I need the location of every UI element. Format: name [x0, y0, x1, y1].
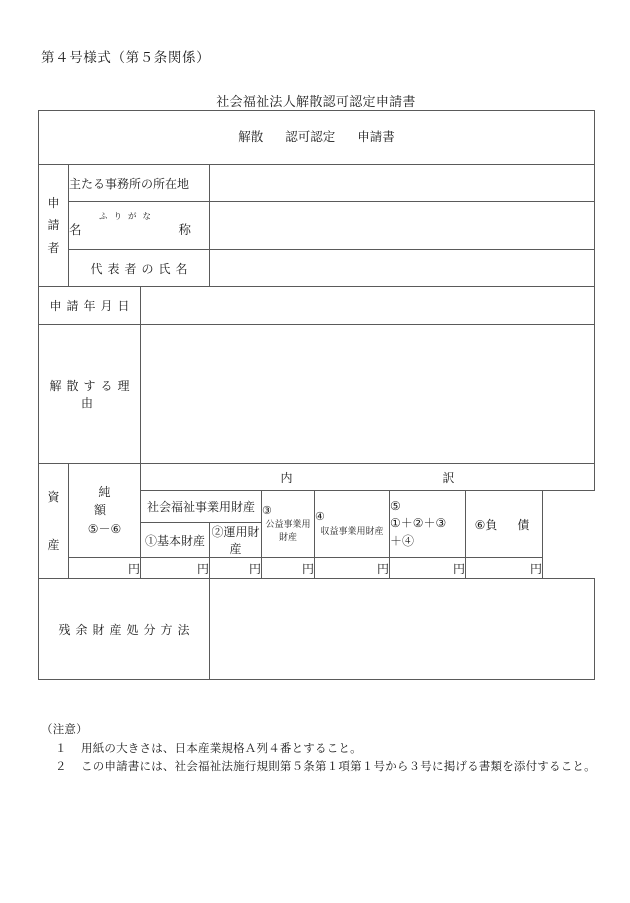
application-date-field[interactable]: [141, 287, 595, 325]
dissolution-reason-row: [39, 325, 595, 464]
basic-assets-label: ①基本財産: [141, 523, 210, 558]
public-benefit-circle: ③: [262, 504, 272, 517]
breakdown-header-part2: 訳: [442, 470, 455, 485]
note-text-2: この申請書には、社会福祉法施行規則第５条第１項第１号から３号に掲げる書類を添付すること。: [81, 761, 596, 774]
profit-business-circle: ④: [315, 511, 325, 524]
application-date-row: [39, 287, 595, 325]
dissolution-reason-label-text: 解散する理由: [49, 379, 135, 410]
dissolution-reason-label: [39, 325, 141, 464]
assets-amount-row: [39, 558, 595, 579]
total-assets-value-cell[interactable]: 円: [390, 558, 466, 579]
applicant-name-field[interactable]: [210, 202, 595, 250]
representative-name-label-text: 代表者の氏名: [90, 261, 193, 276]
applicant-address-row: [39, 165, 595, 202]
applicant-name-label-cell: [69, 202, 210, 250]
name-label-right: 称: [178, 223, 191, 238]
public-benefit-caption: 公益事業用財産: [265, 519, 311, 543]
representative-name-label: [69, 250, 210, 287]
title-box-cell: [39, 111, 595, 165]
title-box-inner: [238, 128, 395, 146]
breakdown-header-part1: 内: [280, 470, 293, 485]
application-form-table: [38, 110, 595, 680]
operating-assets-value-cell[interactable]: 円: [210, 558, 262, 579]
notes-heading: （注意）: [41, 724, 88, 736]
document-title: 社会福祉法人解散認可認定申請書: [216, 94, 416, 109]
note-number-1: １: [55, 742, 67, 755]
welfare-business-assets-group-label: 社会福祉事業用財産: [141, 491, 262, 523]
application-date-label: [39, 287, 141, 325]
name-label-left: 名: [69, 223, 82, 238]
public-benefit-value-cell[interactable]: 円: [262, 558, 315, 579]
residual-property-row: [39, 579, 595, 680]
breakdown-header: [141, 464, 595, 491]
liabilities-circle: ⑥: [474, 517, 486, 532]
net-amount-label: [69, 464, 141, 558]
liabilities-caption: 負 債: [485, 517, 534, 532]
total-assets-formula-line2: ＋④: [390, 533, 415, 548]
note-item-1: [41, 740, 596, 759]
applicant-label-char-3: 者: [47, 240, 60, 255]
total-assets-circle: ⑤: [390, 499, 401, 514]
assets-breakdown-header-row: [39, 464, 595, 491]
applicant-vertical-label: [39, 165, 69, 287]
operating-assets-label: ②運用財産: [210, 523, 262, 558]
form-number: 第４号様式（第５条関係）: [41, 50, 211, 65]
total-assets-header: [390, 491, 466, 558]
residual-property-label-text: 残余財産処分方法: [58, 622, 195, 637]
note-item-2: [41, 758, 596, 777]
assets-label-char-1: 資: [47, 490, 60, 504]
note-text-1: 用紙の大きさは、日本産業規格Ａ列４番とすること。: [81, 742, 362, 755]
title-application-word: 申請書: [357, 130, 395, 145]
profit-business-assets-header: [315, 491, 390, 558]
residual-property-field[interactable]: [210, 579, 595, 680]
assets-vertical-label: [39, 464, 69, 579]
office-address-field[interactable]: [210, 165, 595, 202]
title-dissolution-word: 解散: [238, 130, 264, 145]
assets-label-char-2: 産: [47, 538, 60, 553]
notes-section: [41, 721, 596, 777]
furigana-label: ふりがな: [99, 211, 158, 222]
note-number-2: ２: [55, 761, 67, 774]
liabilities-header: [466, 491, 543, 558]
applicant-label-char-1: 申: [47, 196, 60, 211]
application-date-label-text: 申請年月日: [49, 299, 135, 313]
total-assets-formula-line1: ①＋②＋③: [390, 516, 447, 531]
net-amount-line1: 純 額: [93, 484, 141, 518]
title-approval-stack: [285, 128, 335, 146]
office-address-label: 主たる事務所の所在地: [69, 165, 210, 202]
profit-business-caption: 収益事業用財産: [320, 525, 384, 536]
title-ninka: 認可: [285, 130, 311, 145]
dissolution-reason-field[interactable]: [141, 325, 595, 464]
applicant-representative-row: [39, 250, 595, 287]
net-amount-value-cell[interactable]: 円: [69, 558, 141, 579]
net-amount-line2: ⑤－⑥: [87, 521, 122, 536]
liabilities-value-cell[interactable]: 円: [466, 558, 543, 579]
residual-property-label: [39, 579, 210, 680]
applicant-name-row: [39, 202, 595, 250]
profit-business-value-cell[interactable]: 円: [315, 558, 390, 579]
applicant-label-char-2: 請: [47, 218, 60, 233]
representative-name-field[interactable]: [210, 250, 595, 287]
name-label-row: [69, 222, 209, 240]
public-benefit-assets-header: [262, 491, 315, 558]
basic-assets-value-cell[interactable]: 円: [141, 558, 210, 579]
title-nintei: 認定: [310, 130, 336, 145]
title-row: [39, 111, 595, 165]
